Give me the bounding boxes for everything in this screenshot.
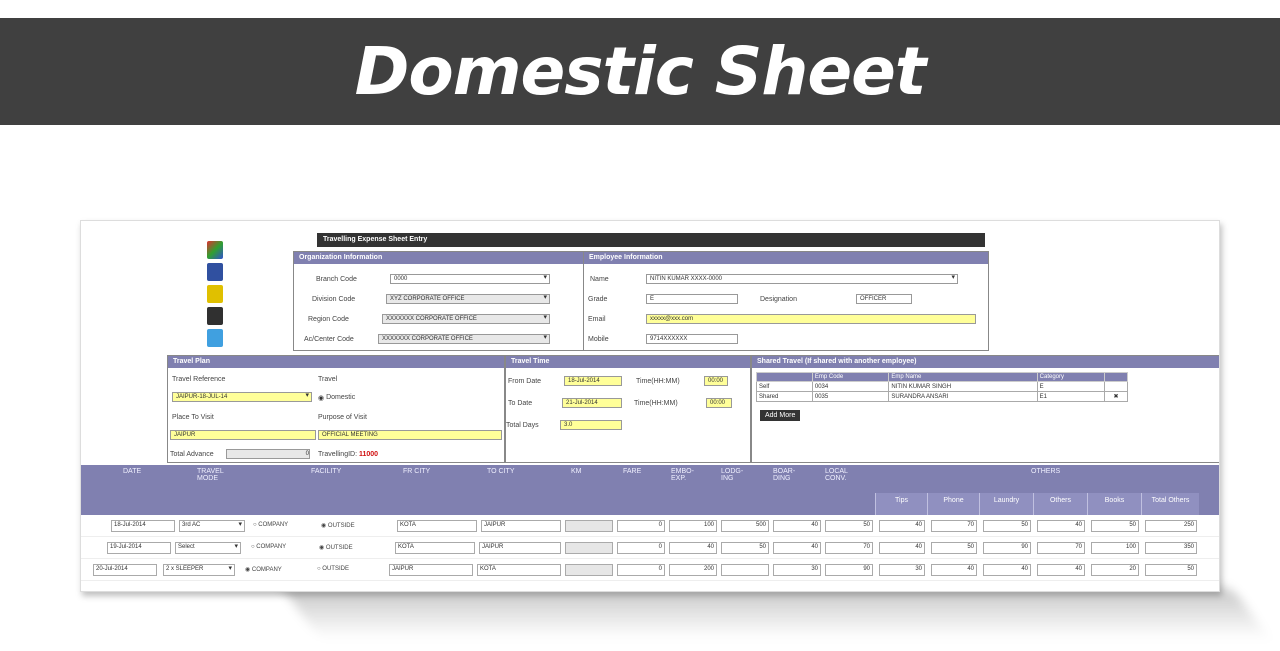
shared-action <box>1104 382 1127 392</box>
shared-col-category: Category <box>1037 373 1104 382</box>
sub-total-others: Total Others <box>1141 493 1199 515</box>
accenter-select[interactable]: XXXXXXX CORPORATE OFFICE ▾ <box>378 334 550 344</box>
shared-type: Self <box>757 382 813 392</box>
outside-radio[interactable]: ◉ OUTSIDE <box>321 523 355 529</box>
travel-ref-select[interactable]: JAIPUR-18-JUL-14 ▾ <box>172 392 312 402</box>
col-boarding: BOAR-DING <box>773 468 796 482</box>
designation-field[interactable]: OFFICER <box>856 294 912 304</box>
row-laundry[interactable]: 90 <box>983 542 1031 554</box>
travel-ref-label: Travel Reference <box>172 376 226 383</box>
grid-row <box>81 515 1220 537</box>
col-fr-city: FR CITY <box>403 468 431 475</box>
grade-label: Grade <box>588 296 608 303</box>
domestic-radio[interactable]: ◉ <box>318 394 327 402</box>
row-km[interactable] <box>565 542 613 554</box>
shared-col-code: Emp Code <box>812 373 889 382</box>
shared-code[interactable]: 0035 <box>812 392 889 402</box>
delete-icon[interactable]: ✖ <box>1104 392 1127 402</box>
row-fare[interactable]: 0 <box>617 520 665 532</box>
help-icon[interactable] <box>207 329 223 347</box>
to-date-field[interactable]: 21-Jul-2014 <box>562 398 622 408</box>
row-tips[interactable]: 40 <box>879 542 925 554</box>
shared-heading: Shared Travel (If shared with another employee) <box>752 356 1220 368</box>
grid-header <box>81 465 1220 515</box>
accenter-label: Ac/Center Code <box>304 336 354 343</box>
row-date[interactable]: 20-Jul-2014 <box>93 564 157 576</box>
row-phone[interactable]: 50 <box>931 542 977 554</box>
row-others[interactable]: 40 <box>1037 520 1085 532</box>
org-heading: Organization Information <box>294 252 584 264</box>
from-date-label: From Date <box>508 378 542 385</box>
advance-label: Total Advance <box>170 451 214 458</box>
chart-icon[interactable] <box>207 241 223 259</box>
row-lodging[interactable]: 50 <box>721 542 769 554</box>
travel-plan-heading: Travel Plan <box>168 356 504 368</box>
row-km[interactable] <box>565 564 613 576</box>
to-time-label: Time(HH:MM) <box>634 400 678 407</box>
banner <box>0 18 1280 125</box>
sheet-shadow <box>282 588 1267 638</box>
shared-category[interactable]: E <box>1037 382 1104 392</box>
shared-col-action <box>1104 373 1127 382</box>
sub-laundry: Laundry <box>979 493 1033 515</box>
name-select[interactable]: NITIN KUMAR XXXX-0000 ▾ <box>646 274 958 284</box>
row-boarding[interactable]: 40 <box>773 520 821 532</box>
row-laundry[interactable]: 50 <box>983 520 1031 532</box>
row-to-city[interactable]: JAIPUR <box>479 542 561 554</box>
shared-category[interactable]: E1 <box>1037 392 1104 402</box>
col-km: KM <box>571 468 582 475</box>
outside-radio[interactable]: ◉ OUTSIDE <box>319 545 353 551</box>
row-boarding[interactable]: 40 <box>773 542 821 554</box>
to-time-field[interactable]: 00:00 <box>706 398 732 408</box>
division-select[interactable]: XYZ CORPORATE OFFICE ▾ <box>386 294 550 304</box>
row-tips[interactable]: 40 <box>879 520 925 532</box>
total-days-field[interactable]: 3.0 <box>560 420 622 430</box>
sub-books: Books <box>1087 493 1141 515</box>
row-local-conv[interactable]: 50 <box>825 520 873 532</box>
email-label: Email <box>588 316 606 323</box>
travel-label: Travel <box>318 376 338 383</box>
row-travel-mode[interactable]: 2 x SLEEPER ▾ <box>163 564 235 576</box>
shared-row <box>757 382 1128 392</box>
expense-grid <box>81 465 1220 581</box>
outside-label: OUTSIDE <box>327 523 355 529</box>
shared-name[interactable]: NITIN KUMAR SINGH <box>889 382 1037 392</box>
place-label: Place To Visit <box>172 414 214 421</box>
row-local-conv[interactable]: 70 <box>825 542 873 554</box>
company-label: COMPANY <box>258 522 289 528</box>
row-phone[interactable]: 70 <box>931 520 977 532</box>
sub-tips: Tips <box>875 493 927 515</box>
mobile-label: Mobile <box>588 336 609 343</box>
company-radio[interactable]: ○ COMPANY <box>251 544 287 550</box>
row-fare[interactable]: 0 <box>617 564 665 576</box>
division-label: Division Code <box>312 296 356 303</box>
travel-plan-panel <box>167 355 505 463</box>
row-date[interactable]: 19-Jul-2014 <box>107 542 171 554</box>
company-radio[interactable]: ○ COMPANY <box>253 522 289 528</box>
row-total-others[interactable]: 350 <box>1145 542 1197 554</box>
outside-label: OUTSIDE <box>325 545 353 551</box>
shared-type: Shared <box>757 392 813 402</box>
outside-label: OUTSIDE <box>322 566 349 572</box>
travel-time-heading: Travel Time <box>506 356 750 368</box>
row-books[interactable]: 100 <box>1091 542 1139 554</box>
row-travel-mode[interactable]: Select ▾ <box>175 542 241 554</box>
row-embo[interactable]: 100 <box>669 520 717 532</box>
row-to-city[interactable]: JAIPUR <box>481 520 561 532</box>
row-boarding[interactable]: 30 <box>773 564 821 576</box>
row-embo[interactable]: 200 <box>669 564 717 576</box>
shared-col-type <box>757 373 813 382</box>
row-local-conv[interactable]: 90 <box>825 564 873 576</box>
purpose-label: Purpose of Visit <box>318 414 367 421</box>
branch-label: Branch Code <box>316 276 357 283</box>
shared-col-name: Emp Name <box>889 373 1037 382</box>
row-travel-mode[interactable]: 3rd AC ▾ <box>179 520 245 532</box>
region-select[interactable]: XXXXXXX CORPORATE OFFICE ▾ <box>382 314 550 324</box>
user-walk-icon[interactable] <box>207 263 223 281</box>
mobile-field[interactable]: 9714XXXXXX <box>646 334 738 344</box>
total-days-label: Total Days <box>506 422 539 429</box>
row-fr-city[interactable]: JAIPUR <box>389 564 473 576</box>
place-field[interactable]: JAIPUR <box>170 430 316 440</box>
grid-row <box>81 559 1220 581</box>
col-facility: FACILITY <box>311 468 342 475</box>
company-label: COMPANY <box>256 544 287 550</box>
col-embo: EMBO-EXP. <box>671 468 694 482</box>
row-tips[interactable]: 30 <box>879 564 925 576</box>
travelling-id-label: TravellingID: <box>318 451 358 458</box>
row-lodging[interactable] <box>721 564 769 576</box>
shared-row <box>757 392 1128 402</box>
org-panel <box>293 251 585 351</box>
row-total-others[interactable]: 50 <box>1145 564 1197 576</box>
expense-sheet-screenshot <box>80 220 1220 592</box>
outside-radio[interactable]: ○ OUTSIDE <box>317 566 349 572</box>
banner-title: Domestic Sheet <box>354 33 926 110</box>
from-date-field[interactable]: 18-Jul-2014 <box>564 376 622 386</box>
domestic-label: Domestic <box>326 394 356 401</box>
col-others: OTHERS <box>1031 468 1061 475</box>
name-label: Name <box>590 276 609 283</box>
from-time-label: Time(HH:MM) <box>636 378 680 385</box>
row-to-city[interactable]: KOTA <box>477 564 561 576</box>
row-books[interactable]: 50 <box>1091 520 1139 532</box>
purpose-field[interactable]: OFFICIAL MEETING <box>318 430 502 440</box>
row-lodging[interactable]: 500 <box>721 520 769 532</box>
row-fare[interactable]: 0 <box>617 542 665 554</box>
company-label: COMPANY <box>251 567 282 573</box>
employee-panel <box>583 251 989 351</box>
row-fr-city[interactable]: KOTA <box>397 520 477 532</box>
col-lodging: LODG-ING <box>721 468 744 482</box>
designation-label: Designation <box>760 296 797 303</box>
branch-select[interactable]: 0000 ▾ <box>390 274 550 284</box>
sub-others: Others <box>1033 493 1087 515</box>
travel-time-panel <box>505 355 751 463</box>
col-travel-mode: TRAVEL MODE <box>197 468 224 482</box>
row-embo[interactable]: 40 <box>669 542 717 554</box>
from-time-field[interactable]: 00:00 <box>704 376 728 386</box>
to-date-label: To Date <box>508 400 533 407</box>
col-local-conv: LOCAL CONV. <box>825 468 848 482</box>
row-laundry[interactable]: 40 <box>983 564 1031 576</box>
grid-row <box>81 537 1220 559</box>
sub-phone: Phone <box>927 493 979 515</box>
row-phone[interactable]: 40 <box>931 564 977 576</box>
shared-table <box>756 372 1128 402</box>
side-toolbar <box>207 241 225 351</box>
row-others[interactable]: 70 <box>1037 542 1085 554</box>
region-label: Region Code <box>308 316 349 323</box>
run-icon[interactable] <box>207 307 223 325</box>
row-books[interactable]: 20 <box>1091 564 1139 576</box>
add-more-button[interactable]: Add More <box>760 410 800 421</box>
shared-travel-panel <box>751 355 1220 463</box>
col-fare: FARE <box>623 468 642 475</box>
email-field[interactable]: xxxxx@xxx.com <box>646 314 976 324</box>
shared-name[interactable]: SURANDRA ANSARI <box>889 392 1037 402</box>
row-others[interactable]: 40 <box>1037 564 1085 576</box>
sheet-title: Travelling Expense Sheet Entry <box>317 233 985 247</box>
row-km[interactable] <box>565 520 613 532</box>
row-date[interactable]: 18-Jul-2014 <box>111 520 175 532</box>
grade-field[interactable]: E <box>646 294 738 304</box>
travelling-id-value: 11000 <box>358 451 379 458</box>
col-date: DATE <box>123 468 142 475</box>
advance-field[interactable]: 0 <box>226 449 310 459</box>
row-fr-city[interactable]: KOTA <box>395 542 475 554</box>
shared-code[interactable]: 0034 <box>812 382 889 392</box>
company-radio[interactable]: ◉ COMPANY <box>245 567 282 573</box>
employee-heading: Employee Information <box>584 252 988 264</box>
folder-icon[interactable] <box>207 285 223 303</box>
row-total-others[interactable]: 250 <box>1145 520 1197 532</box>
col-to-city: TO CITY <box>487 468 515 475</box>
